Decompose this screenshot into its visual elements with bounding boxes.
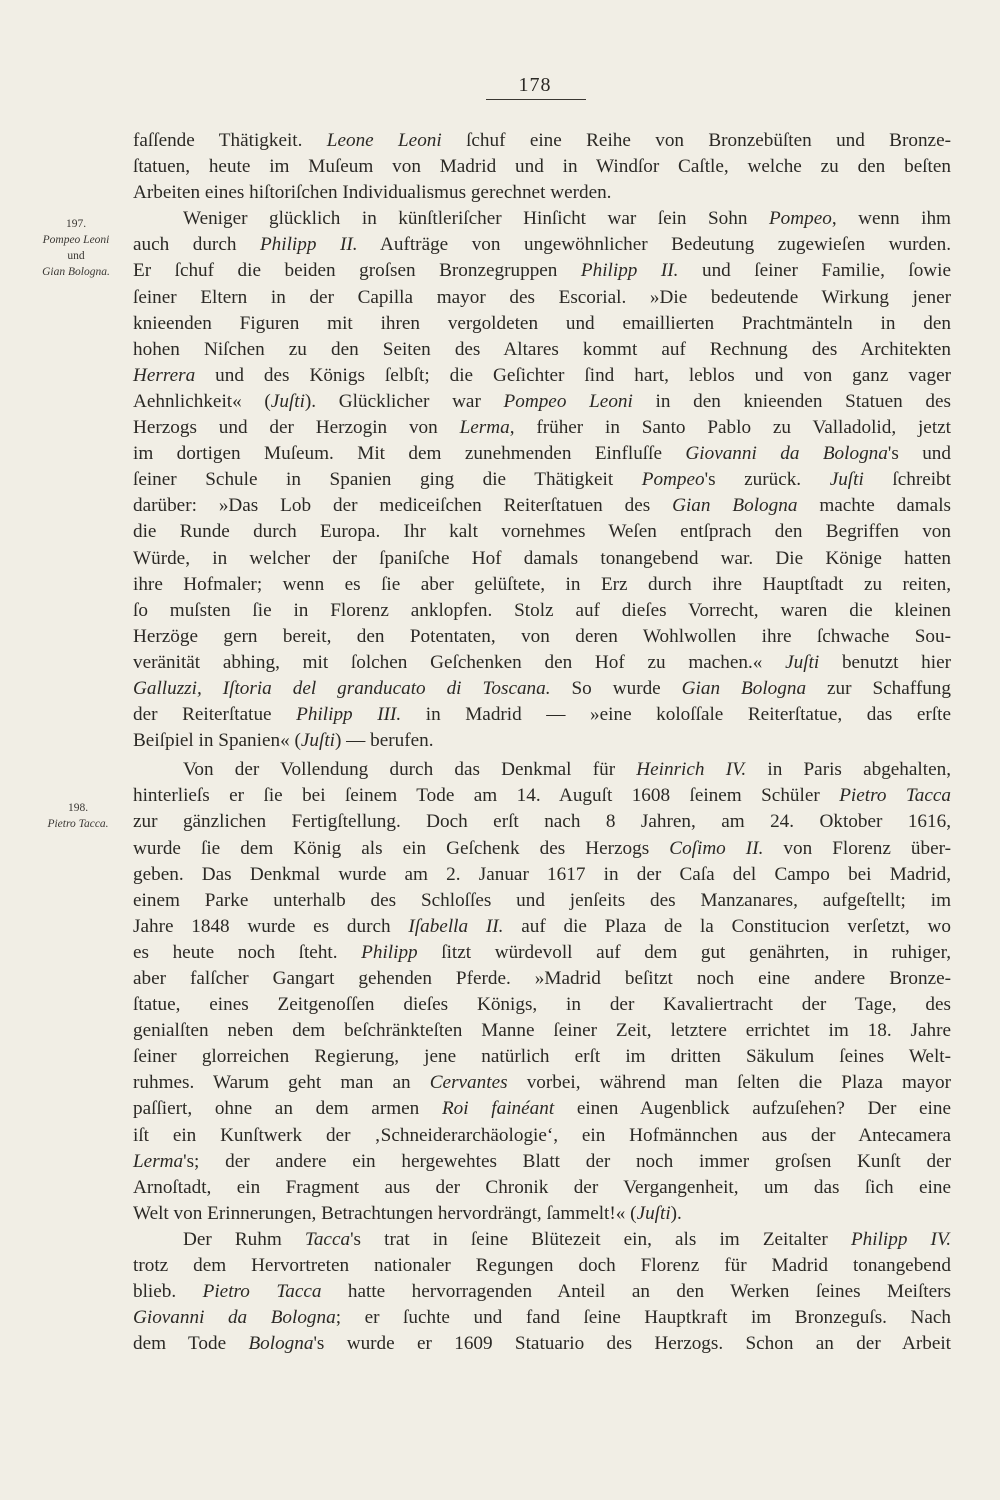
text-line [133, 862, 951, 888]
margin-note-line: Pompeo Leoni [42, 234, 110, 246]
text-segment: und des Königs ſelbſt; die Geſichter ſind hart, leblos und von ganz vager [195, 364, 951, 386]
italic-text: Bologna [248, 1333, 314, 1355]
text-segment: wurde ſie dem König als ein Geſchenk des Herzogs [133, 837, 670, 859]
text-segment: Herzöge gern bereit, den Potentaten, von deren Wohlwollen ihre ſchwache Sou- [133, 625, 951, 647]
text-segment: ſeiner Schule in Spanien ging die Thätigkeit [133, 469, 642, 491]
text-segment: faſſende Thätigkeit. [133, 130, 327, 151]
text-line [133, 128, 951, 154]
body-text [133, 128, 951, 1357]
text-line [133, 1201, 951, 1227]
text-segment: Aehnlichkeit« ( [133, 390, 271, 412]
text-line [133, 180, 951, 206]
italic-text: Giovanni da Bologna [133, 1307, 336, 1329]
text-segment: genialſten neben dem beſchränkteſten Manne ſeiner Zeit, letztere errichtet im 18. Jahre [133, 1020, 951, 1042]
text-segment: Würde, in welcher der ſpaniſche Hof damals tonangebend war. Die Könige hatten [133, 547, 951, 569]
text-segment: ſitzt würdevoll auf dem gut genährten, in ruhiger, [417, 941, 951, 963]
italic-text: Lerma [459, 417, 510, 439]
text-segment: Beiſpiel in Spanien« ( [133, 730, 301, 752]
italic-text: Gian Bologna [672, 495, 798, 517]
text-line [133, 1096, 951, 1122]
text-line [133, 809, 951, 835]
text-segment: Weniger glücklich in künſtleriſcher Hinſicht war ſein Sohn [183, 208, 769, 230]
text-segment: Jahre 1848 wurde es durch [133, 915, 409, 937]
text-line [133, 1123, 951, 1149]
text-line [133, 232, 951, 258]
text-segment: ſeiner Eltern in der Capilla mayor des Escorial. »Die bedeutende Wirkung jener [133, 286, 951, 308]
text-segment: machte damals [797, 495, 951, 517]
italic-text: Leone Leoni [326, 130, 442, 151]
text-segment: Welt von Erinnerungen, Betrachtungen hervordrängt, ſammelt!« ( [133, 1202, 637, 1224]
text-segment: aber falſcher Gangart gehenden Pferde. »Madrid beſitzt noch eine andere Bronze- [133, 968, 951, 989]
text-line [133, 992, 951, 1018]
text-segment: Herzogs und der Herzogin von [133, 417, 460, 439]
text-line [133, 572, 951, 598]
text-line [133, 1227, 951, 1253]
text-line [133, 624, 951, 650]
text-line [133, 337, 951, 363]
text-segment: Von der Vollendung durch das Denkmal für [183, 759, 637, 781]
italic-text: Pietro Tacca [839, 785, 951, 807]
text-line [133, 285, 951, 311]
text-segment: Der Ruhm [183, 1228, 305, 1250]
text-segment: Arnoſtadt, ein Fragment aus der Chronik der Vergangenheit, um das ſich eine [133, 1176, 951, 1198]
text-segment: 's wurde er 1609 Statuario des Herzogs. Schon an der Arbeit [313, 1333, 951, 1355]
text-segment: es heute noch ſteht. [133, 941, 362, 963]
italic-text: Giovanni da Bologna [685, 443, 888, 465]
italic-text: Pompeo Leoni [503, 390, 633, 412]
text-line [133, 757, 951, 783]
text-segment: ). [670, 1202, 682, 1224]
text-line [133, 363, 951, 389]
italic-text: Gian Bologna [681, 677, 807, 699]
text-line [133, 702, 951, 728]
text-segment: 's und [887, 443, 951, 465]
italic-text: Coſimo II. [669, 837, 764, 859]
text-segment: ſeiner glorreichen Regierung, jene natürlich erſt im dritten Säkulum ſeines Welt- [133, 1046, 951, 1068]
text-line [133, 940, 951, 966]
text-line [133, 676, 951, 702]
margin-note-line: Gian Bologna. [42, 266, 110, 278]
text-segment: ). Glücklicher war [304, 390, 504, 412]
text-line [133, 519, 951, 545]
text-segment: ihre Hofmaler; wenn es ſie aber gelüſtete, in Erz durch ihre Hauptſtadt zu reiten, [133, 573, 951, 595]
text-line [133, 650, 951, 676]
text-line [133, 1253, 951, 1279]
text-line [133, 1331, 951, 1357]
text-line [133, 441, 951, 467]
italic-text: Juſti [829, 469, 864, 491]
text-segment: auch durch [133, 234, 260, 256]
text-line [133, 1175, 951, 1201]
text-line [133, 258, 951, 284]
text-segment: geben. Das Denkmal wurde am 2. Januar 1617 in der Caſa del Campo bei Madrid, [133, 863, 951, 885]
text-line [133, 206, 951, 232]
text-segment: ) — berufen. [334, 730, 434, 752]
text-segment: hinterlieſs er ſie bei ſeinem Tode am 14. Auguſt 1608 ſeinem Schüler [133, 785, 840, 807]
text-segment: hohen Niſchen zu den Seiten des Altares kommt auf Rechnung des Architekten [133, 338, 951, 360]
margin-note-number: 197. [65, 218, 87, 230]
text-segment: darüber: »Das Lob der mediceiſchen Reiterſtatuen des [133, 495, 673, 517]
text-line [133, 1149, 951, 1175]
text-segment: zur Schaffung [806, 677, 951, 699]
text-line [133, 493, 951, 519]
text-segment: im dortigen Muſeum. Mit dem zunehmenden Einfluſſe [133, 443, 686, 465]
text-segment: benutzt hier [819, 651, 951, 673]
italic-text: Roi fainéant [441, 1098, 555, 1120]
text-line [133, 598, 951, 624]
text-segment: zur gänzlichen Fertigſtellung. Doch erſt nach 8 Jahren, am 24. Oktober 1616, [133, 811, 951, 833]
text-line [133, 728, 951, 754]
text-line [133, 1018, 951, 1044]
text-segment: Er ſchuf die beiden groſsen Bronzegruppen [133, 260, 581, 282]
text-segment: 's; der andere ein hergewehtes Blatt der noch immer groſsen Kunſt der [183, 1150, 951, 1172]
italic-text: Philipp [361, 941, 418, 963]
text-line [133, 1279, 951, 1305]
text-segment: in Madrid — »eine koloſſale Reiterſtatue, das erſte [401, 704, 951, 726]
text-line [133, 1044, 951, 1070]
italic-text: Herrera [133, 364, 196, 386]
text-line [133, 966, 951, 992]
italic-text: Juſti [785, 651, 820, 673]
text-segment: ſo muſsten ſie in Florenz anklopfen. Stolz auf dieſes Vorrecht, waren die kleinen [133, 599, 951, 621]
text-line [133, 783, 951, 809]
text-segment: auf die Plaza de la Constitucion verſetzt, wo [503, 915, 951, 937]
italic-text: Pietro Tacca [202, 1281, 322, 1303]
text-line [133, 836, 951, 862]
italic-text: Iſabella II. [408, 915, 504, 937]
italic-text: Juſti [300, 730, 335, 752]
text-segment: paſſiert, ohne an dem armen [133, 1098, 442, 1120]
italic-text: Pompeo [768, 208, 832, 230]
text-segment: 's trat in ſeine Blütezeit ein, als im Zeitalter [350, 1228, 851, 1250]
text-segment: knieenden Figuren mit ihren vergoldeten und emaillierten Prachtmänteln in den [133, 312, 951, 334]
text-line [133, 914, 951, 940]
text-segment: ſchreibt [863, 469, 951, 491]
text-segment: trotz dem Hervortreten nationaler Regungen doch Florenz für Madrid tonangebend [133, 1255, 951, 1277]
text-segment: in den knieenden Statuen des [632, 390, 951, 412]
margin-note-line: und [67, 250, 85, 262]
text-segment: , wenn ihm [831, 208, 951, 230]
text-segment: blieb. [133, 1281, 203, 1303]
text-segment: hatte hervorragenden Anteil an den Werken ſeines Meiſters [321, 1281, 951, 1303]
text-line [133, 546, 951, 572]
text-segment: und ſeiner Familie, ſowie [678, 260, 951, 282]
text-segment: iſt ein Kunſtwerk der ‚Schneiderarchäologie‘, ein Hofmännchen aus der Antecamera [133, 1124, 951, 1146]
text-segment: Aufträge von ungewöhnlicher Bedeutung zugewieſen wurden. [357, 234, 951, 256]
text-segment: dem Tode [133, 1333, 249, 1355]
italic-text: Galluzzi, Iſtoria del granducato di Toscana. [133, 677, 551, 699]
italic-text: Philipp II. [259, 234, 358, 256]
text-segment: ; er ſuchte und fand ſeine Hauptkraft im Bronzeguſs. Nach [335, 1307, 951, 1329]
italic-text: Cervantes [429, 1072, 508, 1094]
text-line [133, 888, 951, 914]
margin-note-198 [26, 800, 130, 832]
italic-text: Juſti [270, 390, 305, 412]
text-line [133, 467, 951, 493]
text-segment: , früher in Santo Pablo zu Valladolid, jetzt [509, 417, 951, 439]
text-segment: einen Augenblick aufzuſehen? Der eine [554, 1098, 951, 1120]
page-number: 178 [518, 74, 552, 96]
text-segment: ruhmes. Warum geht man an [133, 1072, 430, 1094]
page-number-rule [486, 99, 586, 100]
text-segment: So wurde [550, 677, 682, 699]
text-line [133, 389, 951, 415]
text-segment: von Florenz über- [763, 837, 951, 859]
text-segment: ſtatuen, heute im Muſeum von Madrid und in Windſor Caſtle, welche zu den beſten [133, 156, 951, 178]
text-line [133, 311, 951, 337]
italic-text: Philipp IV. [850, 1228, 951, 1250]
text-segment: 's zurück. [704, 469, 830, 491]
italic-text: Lerma [133, 1150, 184, 1172]
text-line [133, 154, 951, 180]
italic-text: Philipp II. [580, 260, 679, 282]
text-line [133, 1070, 951, 1096]
margin-note-number: 198. [67, 802, 89, 814]
text-line [133, 415, 951, 441]
italic-text: Tacca [304, 1228, 351, 1250]
text-line [133, 1305, 951, 1331]
margin-note-197 [28, 216, 124, 280]
text-segment: Arbeiten eines hiſtoriſchen Individualismus gerechnet werden. [133, 182, 612, 204]
margin-note-line: Pietro Tacca. [47, 818, 109, 830]
italic-text: Pompeo [641, 469, 705, 491]
italic-text: Philipp III. [296, 704, 402, 726]
text-segment: ſchuf eine Reihe von Bronzebüſten und Bronze- [441, 130, 951, 151]
text-segment: vorbei, während man ſelten die Plaza mayor [507, 1072, 951, 1094]
text-segment: einem Parke unterhalb des Schloſſes und jenſeits des Manzanares, aufgeſtellt; im [133, 889, 951, 911]
text-segment: veränität abhing, mit ſolchen Geſchenken den Hof zu machen.« [133, 651, 786, 673]
text-segment: der Reiterſtatue [133, 704, 297, 726]
text-segment: die Runde durch Europa. Ihr kalt vornehmes Weſen entſprach den Begriffen von [133, 521, 951, 543]
italic-text: Heinrich IV. [636, 759, 747, 781]
text-segment: in Paris abgehalten, [746, 759, 951, 781]
text-segment: ſtatue, eines Zeitgenoſſen dieſes Königs, in der Kavaliertracht der Tage, des [133, 994, 951, 1016]
italic-text: Juſti [636, 1202, 671, 1224]
